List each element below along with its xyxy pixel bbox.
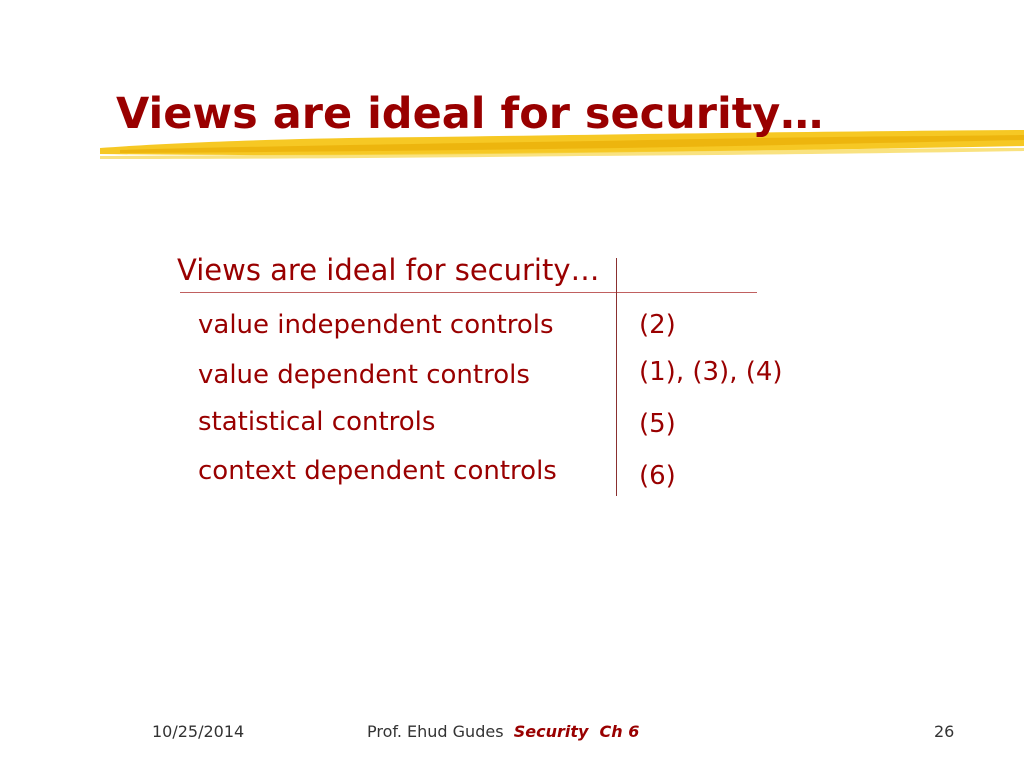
row-ref-context-dependent: (6) bbox=[639, 461, 676, 491]
table-column-divider bbox=[616, 258, 617, 496]
footer-author: Prof. Ehud Gudes bbox=[367, 722, 504, 741]
footer-date: 10/25/2014 bbox=[152, 722, 245, 741]
page-number: 26 bbox=[934, 722, 955, 741]
row-label-statistical: statistical controls bbox=[198, 407, 436, 437]
table-heading: Views are ideal for security… bbox=[177, 253, 600, 287]
table-header-divider bbox=[180, 292, 757, 293]
footer-credit bbox=[367, 721, 639, 743]
row-label-value-dependent: value dependent controls bbox=[198, 360, 530, 390]
row-ref-statistical: (5) bbox=[639, 409, 676, 439]
slide-title: Views are ideal for security… bbox=[116, 89, 824, 139]
row-label-value-independent: value independent controls bbox=[198, 310, 554, 340]
footer-course: Security Ch 6 bbox=[513, 722, 640, 741]
row-ref-value-dependent: (1), (3), (4) bbox=[639, 357, 783, 387]
row-ref-value-independent: (2) bbox=[639, 310, 676, 340]
row-label-context-dependent: context dependent controls bbox=[198, 456, 557, 486]
